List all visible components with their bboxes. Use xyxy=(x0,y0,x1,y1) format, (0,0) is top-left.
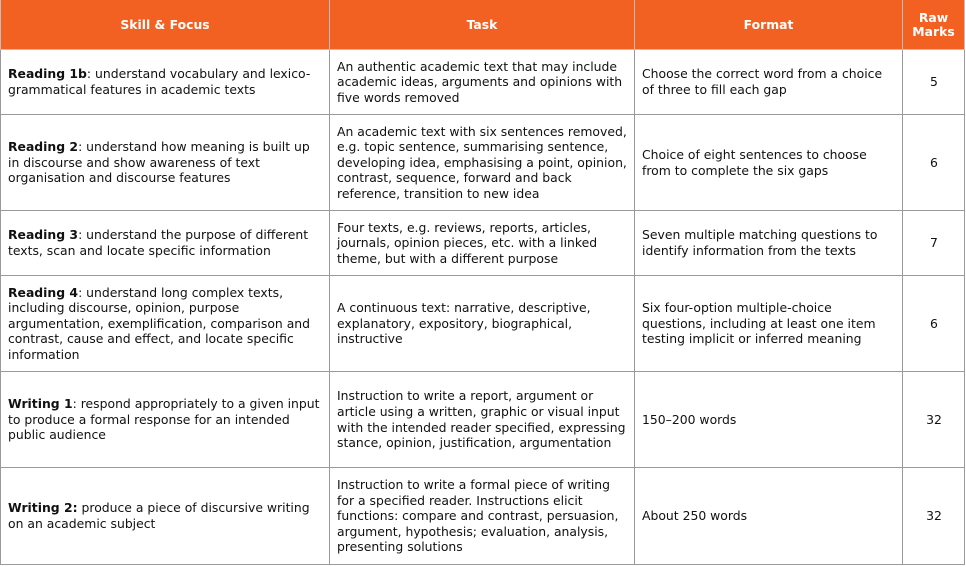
skill-name: Writing 2: xyxy=(8,500,78,516)
header-skill-focus: Skill & Focus xyxy=(1,0,330,50)
table-row xyxy=(1,50,965,115)
skill-description: : understand long complex texts, including discourse, opinion, purpose argumentation, exemplification, comparison and contrast, cause and effect, and locate specific information xyxy=(8,284,311,362)
format-cell: About 250 words xyxy=(635,468,903,565)
header-format: Format xyxy=(635,0,903,50)
raw-marks-cell: 6 xyxy=(903,276,965,372)
skill-description: : respond appropriately to a given input to produce a formal response for an intended public audience xyxy=(8,396,320,443)
skill-name: Writing 1 xyxy=(8,396,73,412)
format-cell: Seven multiple matching questions to identify information from the texts xyxy=(635,211,903,276)
table-row xyxy=(1,115,965,211)
skill-focus-cell xyxy=(1,468,330,565)
task-cell: A continuous text: narrative, descriptive, explanatory, expository, biographical, instructive xyxy=(330,276,635,372)
skill-focus-cell xyxy=(1,115,330,211)
skill-description: : understand vocabulary and lexico-grammatical features in academic texts xyxy=(8,66,311,97)
format-cell: Six four-option multiple-choice questions, including at least one item testing implicit or inferred meaning xyxy=(635,276,903,372)
table-row xyxy=(1,211,965,276)
task-cell: Instruction to write a report, argument or article using a written, graphic or visual input with the intended reader specified, expressing stance, opinion, justification, argumentation xyxy=(330,372,635,468)
skill-description: produce a piece of discursive writing on an academic subject xyxy=(8,500,310,531)
table-row xyxy=(1,276,965,372)
header-raw-marks xyxy=(903,0,965,50)
header-raw-marks-line2: Marks xyxy=(912,23,955,39)
task-cell: An academic text with six sentences removed, e.g. topic sentence, summarising sentence, developing idea, emphasising a point, opinion, contrast, sequence, forward and back reference, transition to new idea xyxy=(330,115,635,211)
table-row xyxy=(1,372,965,468)
skill-name: Reading 4 xyxy=(8,284,79,300)
table-row xyxy=(1,468,965,565)
header-task: Task xyxy=(330,0,635,50)
skill-description: : understand the purpose of different texts, scan and locate specific information xyxy=(8,227,309,258)
skill-name: Reading 2 xyxy=(8,139,79,155)
raw-marks-cell: 6 xyxy=(903,115,965,211)
skill-name: Reading 1b xyxy=(8,66,87,82)
task-cell: Instruction to write a formal piece of writing for a specified reader. Instructions elicit functions: compare and contrast, persuasion, argument, hypothesis; evaluation, analysis, presenting solutions xyxy=(330,468,635,565)
skill-focus-cell xyxy=(1,211,330,276)
task-cell: Four texts, e.g. reviews, reports, articles, journals, opinion pieces, etc. with a linked theme, but with a different purpose xyxy=(330,211,635,276)
task-cell: An authentic academic text that may include academic ideas, arguments and opinions with five words removed xyxy=(330,50,635,115)
header-raw-marks-line1: Raw xyxy=(918,9,949,25)
raw-marks-cell: 5 xyxy=(903,50,965,115)
header-row xyxy=(1,0,965,50)
format-cell: 150–200 words xyxy=(635,372,903,468)
skill-name: Reading 3 xyxy=(8,227,79,243)
raw-marks-cell: 32 xyxy=(903,372,965,468)
raw-marks-cell: 32 xyxy=(903,468,965,565)
skill-focus-cell xyxy=(1,372,330,468)
raw-marks-cell: 7 xyxy=(903,211,965,276)
skill-description: : understand how meaning is built up in discourse and show awareness of text organisation and discourse features xyxy=(8,139,310,186)
format-cell: Choice of eight sentences to choose from to complete the six gaps xyxy=(635,115,903,211)
format-cell: Choose the correct word from a choice of three to fill each gap xyxy=(635,50,903,115)
skill-focus-cell xyxy=(1,276,330,372)
skill-focus-cell xyxy=(1,50,330,115)
